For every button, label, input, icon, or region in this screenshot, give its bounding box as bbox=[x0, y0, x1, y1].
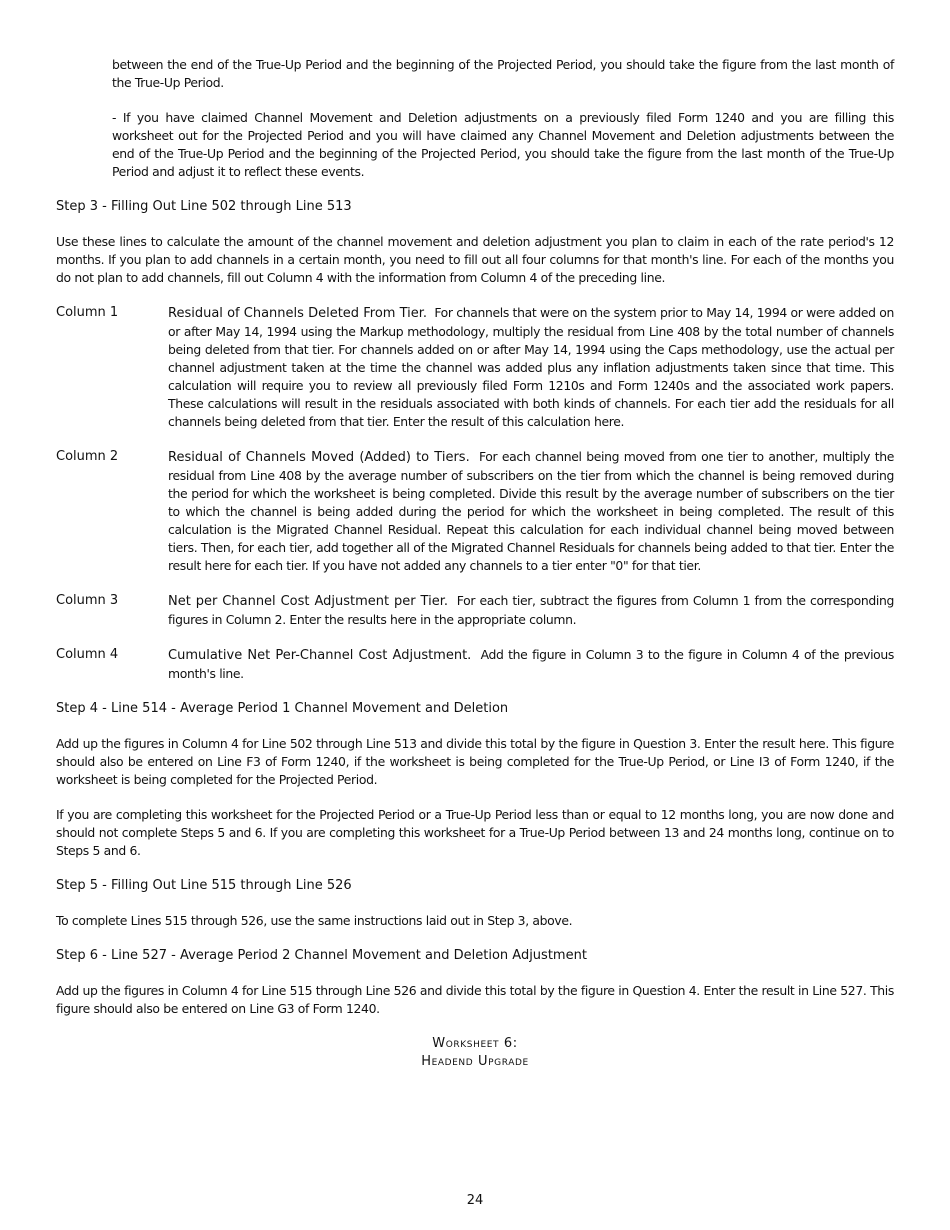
worksheet-subtitle: Headend Upgrade bbox=[421, 1054, 529, 1069]
column-4-label: Column 4 bbox=[56, 647, 119, 662]
column-1-title: Residual of Channels Deleted From Tier. bbox=[168, 306, 428, 321]
column-3-row bbox=[56, 592, 894, 629]
column-4-text: Add the figure in Column 3 to the figure in Column 4 of the previous month's line. bbox=[168, 647, 895, 681]
step3-body: Use these lines to calculate the amount of the channel movement and deletion adjustment you plan to claim in each of the rate period's 12 months. If you plan to add channels in a certain month, you need to fill out all four columns for that month's line. For each of the months you do not plan to add channels, fill out Column 4 with the information from Column 4 of the preceding line. bbox=[56, 234, 894, 285]
step6-body: Add up the figures in Column 4 for Line 515 through Line 526 and divide this total by the figure in Question 4. Enter the result in Line 527. This figure should also be entered on Line G3 of Form 1240. bbox=[56, 983, 894, 1016]
step3-heading: Step 3 - Filling Out Line 502 through Line 513 bbox=[56, 199, 352, 214]
column-2-text: For each channel being moved from one tier to another, multiply the residual from Line 408 by the average number of subscribers on the tier from which the channel is being removed during the period for which the worksheet is being completed. Divide this result by the average number of subscribers on the tier to which the channel is being added during the period for which the worksheet in being completed. The result of this calculation is the Migrated Channel Residual. Repeat this calculation for each individual channel being moved between tiers. Then, for each tier, add together all of the Migrated Channel Residuals for channels being added to that tier. Enter the result here for each tier. If you have not added any channels to a tier enter "0" for that tier. bbox=[168, 449, 895, 573]
worksheet-title: Worksheet 6: bbox=[432, 1036, 518, 1051]
step4-heading: Step 4 - Line 514 - Average Period 1 Channel Movement and Deletion bbox=[56, 701, 509, 716]
document-body bbox=[56, 56, 894, 1071]
column-2-row bbox=[56, 448, 894, 575]
page-number: 24 bbox=[466, 1193, 484, 1208]
step6-heading: Step 6 - Line 527 - Average Period 2 Channel Movement and Deletion Adjustment bbox=[56, 948, 587, 963]
column-1-label: Column 1 bbox=[56, 305, 119, 320]
column-1-text: For channels that were on the system prior to May 14, 1994 or were added on or after May 14, 1994 using the Markup methodology, multiply the residual from Line 408 by the total number of channels being deleted from that tier. For channels added on or after May 14, 1994 using the Caps methodology, use the actual per channel adjustment taken at the time the channel was added plus any inflation adjustments taken since that time. This calculation will require you to review all previously filed Form 1210s and Form 1240s and the associated work papers. These calculations will result in the residuals associated with both kinds of channels. For each tier add the residuals for all channels being deleted from that tier. Enter the result of this calculation here. bbox=[168, 305, 894, 429]
column-1-row bbox=[56, 304, 894, 431]
column-2-label: Column 2 bbox=[56, 449, 119, 464]
column-3-title: Net per Channel Cost Adjustment per Tier. bbox=[168, 594, 448, 609]
column-4-row bbox=[56, 646, 894, 683]
step4-body-1: Add up the figures in Column 4 for Line 502 through Line 513 and divide this total by the figure in Question 3. Enter the result here. This figure should also be entered on Line F3 of Form 1240, if the worksheet is being completed for the True-Up Period, or Line I3 of Form 1240, if the worksheet is being completed for the Projected Period. bbox=[56, 736, 894, 787]
column-3-text: For each tier, subtract the figures from Column 1 from the corresponding figures in Column 2. Enter the results here in the appropriate column. bbox=[168, 593, 894, 627]
column-3-label: Column 3 bbox=[56, 593, 119, 608]
intro-paragraph-1: between the end of the True-Up Period and the beginning of the Projected Period, you should take the figure from the last month of the True-Up Period. bbox=[112, 57, 894, 90]
step4-body-2: If you are completing this worksheet for the Projected Period or a True-Up Period less than or equal to 12 months long, you are now done and should not complete Steps 5 and 6. If you are completing this worksheet for a True-Up Period between 13 and 24 months long, continue on to Steps 5 and 6. bbox=[56, 807, 894, 858]
column-4-title: Cumulative Net Per-Channel Cost Adjustment. bbox=[168, 648, 472, 663]
column-2-title: Residual of Channels Moved (Added) to Tiers. bbox=[168, 450, 470, 465]
intro-paragraph-2: - If you have claimed Channel Movement and Deletion adjustments on a previously filed Form 1240 and you are filling this worksheet out for the Projected Period and you will have claimed any Channel Movement and Deletion adjustments between the end of the True-Up Period and the beginning of the Projected Period, you should take the figure from the last month of the True-Up Period and adjust it to reflect these events. bbox=[112, 110, 894, 179]
step5-body: To complete Lines 515 through 526, use the same instructions laid out in Step 3, above. bbox=[56, 913, 573, 928]
step5-heading: Step 5 - Filling Out Line 515 through Line 526 bbox=[56, 878, 352, 893]
